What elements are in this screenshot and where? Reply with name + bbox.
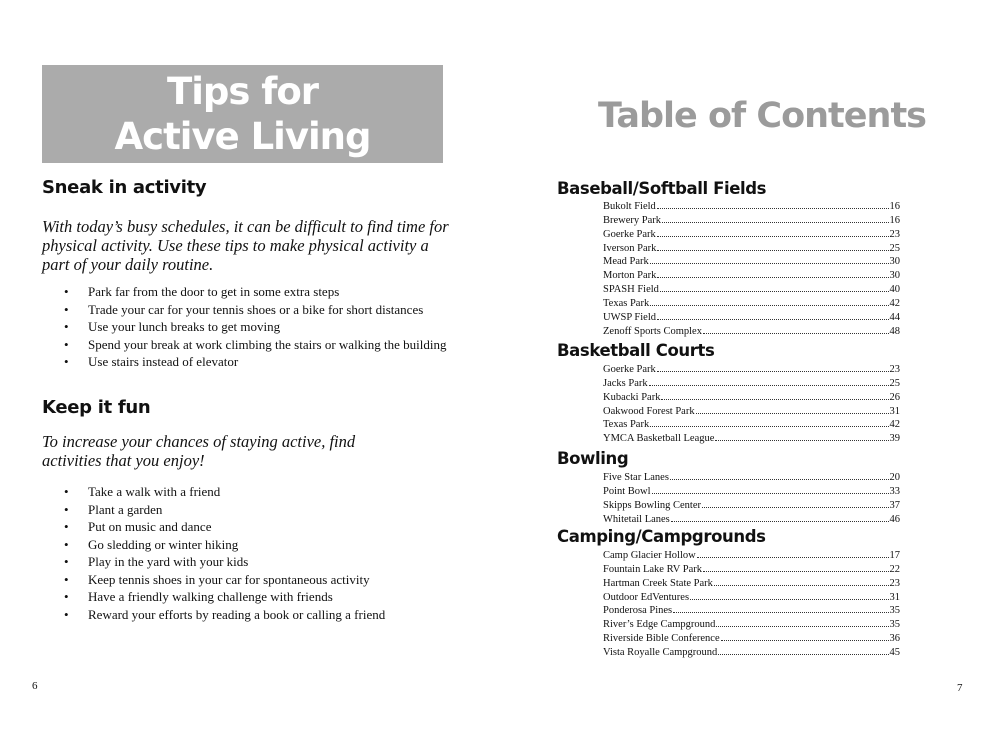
toc-entry[interactable]: Riverside Bible Conference 36 (603, 633, 900, 645)
toc-entry[interactable]: River’s Edge Campground 35 (603, 619, 900, 631)
list-item: • Use your lunch breaks to get moving (64, 319, 281, 334)
toc-category-bowling: Bowling (557, 449, 629, 468)
page-number-left: 6 (32, 680, 38, 692)
list-item: • Trade your car for your tennis shoes or a bike for short distances (64, 301, 424, 317)
bullet-icon: • (64, 284, 69, 299)
toc-entry[interactable]: Hartman Creek State Park 23 (603, 577, 900, 589)
list-item: • Go sledding or winter hiking (64, 536, 239, 552)
toc-entry[interactable]: Kubacki Park 26 (603, 391, 900, 403)
bullet-icon: • (64, 571, 69, 587)
bullet-icon: • (64, 354, 69, 369)
section-intro-sneak: With today’s busy schedules, it can be difficult to find time for physical activity. Use these tips to make physical activity a part of your daily routine. (42, 217, 449, 274)
list-item: • Park far from the door to get in some extra steps (64, 284, 340, 299)
title-line-1: Tips for (166, 70, 319, 113)
bullet-icon: • (64, 319, 69, 334)
toc-list-bowling (603, 470, 900, 525)
toc-entry[interactable]: Goerke Park 23 (603, 364, 900, 375)
title-line-2: Active Living (114, 115, 371, 158)
bullet-icon: • (64, 536, 69, 552)
bullet-icon: • (64, 589, 69, 604)
list-item: • Keep tennis shoes in your car for spontaneous activity (64, 571, 370, 587)
bullet-icon: • (64, 301, 69, 317)
bullet-icon: • (64, 336, 69, 352)
toc-entry[interactable]: Brewery Park 16 (603, 214, 900, 226)
list-item: • Spend your break at work climbing the stairs or walking the building (64, 336, 447, 352)
toc-category-camping: Camping/Campgrounds (557, 527, 766, 546)
toc-entry[interactable]: Texas Park 42 (603, 419, 900, 431)
tip-list-sneak (60, 283, 447, 371)
toc-entry[interactable]: Zenoff Sports Complex 48 (603, 325, 900, 337)
bullet-icon: • (64, 519, 69, 534)
toc-entry[interactable]: YMCA Basketball League 39 (603, 433, 900, 445)
toc-list-baseball (603, 199, 900, 337)
section-heading-fun: Keep it fun (42, 397, 151, 418)
toc-entry[interactable]: Mead Park 30 (603, 256, 900, 268)
bullet-icon: • (64, 501, 69, 517)
toc-entry[interactable]: Camp Glacier Hollow 17 (603, 550, 900, 561)
toc-list-camping (603, 548, 900, 659)
toc-entry[interactable]: SPASH Field 40 (603, 284, 900, 296)
bullet-icon: • (64, 554, 69, 569)
tips-title-banner (42, 65, 443, 163)
toc-entry[interactable]: Bukolt Field 16 (603, 201, 900, 212)
toc-entry[interactable]: Iverson Park 25 (603, 242, 900, 254)
list-item: • Put on music and dance (64, 519, 212, 534)
list-item: • Have a friendly walking challenge with friends (64, 589, 333, 604)
toc-entry[interactable]: Point Bowl 33 (603, 485, 900, 497)
toc-entry[interactable]: Jacks Park 25 (603, 377, 900, 389)
bullet-icon: • (64, 484, 69, 499)
list-item: • Reward your efforts by reading a book or calling a friend (64, 606, 386, 622)
toc-entry[interactable]: Ponderosa Pines 35 (603, 605, 900, 617)
toc-category-basketball: Basketball Courts (557, 341, 715, 360)
toc-title: Table of Contents (598, 96, 927, 136)
toc-entry[interactable]: Texas Park 42 (603, 297, 900, 309)
section-heading-sneak: Sneak in activity (42, 177, 207, 198)
toc-entry[interactable]: Vista Royalle Campground 45 (603, 646, 900, 658)
toc-entry[interactable]: Oakwood Forest Park 31 (603, 405, 900, 417)
toc-entry[interactable]: UWSP Field 44 (603, 311, 900, 323)
toc-entry[interactable]: Five Star Lanes 20 (603, 472, 900, 483)
section-intro-fun: To increase your chances of staying active, find activities that you enjoy! (42, 432, 356, 470)
toc-entry[interactable]: Whitetail Lanes 46 (603, 513, 900, 525)
toc-entry[interactable]: Goerke Park 23 (603, 228, 900, 240)
toc-list-basketball (603, 362, 900, 445)
page-number-right: 7 (957, 682, 963, 694)
tip-list-fun (60, 483, 385, 623)
toc-category-baseball: Baseball/Softball Fields (557, 179, 767, 198)
list-item: • Play in the yard with your kids (64, 554, 249, 569)
list-item: • Take a walk with a friend (64, 484, 221, 499)
toc-entry[interactable]: Fountain Lake RV Park 22 (603, 563, 900, 575)
toc-entry[interactable]: Outdoor EdVentures 31 (603, 591, 900, 603)
list-item: • Plant a garden (64, 501, 163, 517)
list-item: • Use stairs instead of elevator (64, 354, 239, 369)
bullet-icon: • (64, 606, 69, 622)
toc-entry[interactable]: Morton Park 30 (603, 270, 900, 282)
toc-entry[interactable]: Skipps Bowling Center 37 (603, 499, 900, 511)
